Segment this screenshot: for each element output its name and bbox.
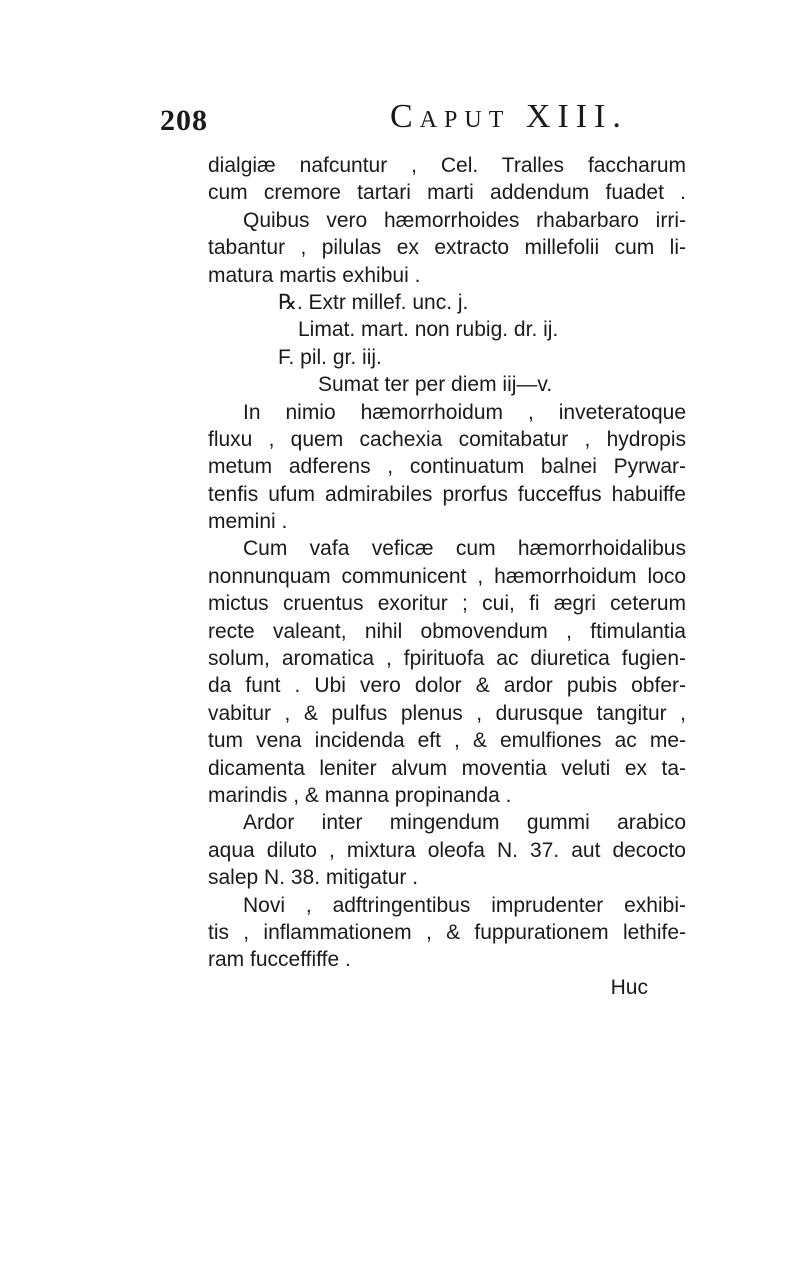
- text-line: solum, aromatica , fpirituofa ac diuretica fugien-: [208, 647, 686, 671]
- text-line: marindis , & manna propinanda .: [208, 783, 512, 807]
- text-line: tum vena incidenda eft , & emulfiones ac me-: [208, 729, 686, 753]
- text-line: Cum vafa veficæ cum hæmorrhoidalibus: [243, 537, 686, 561]
- text-line: aqua diluto , mixtura oleofa N. 37. aut decocto: [208, 838, 686, 862]
- text-line: tabantur , pilulas ex extracto millefolii cum li-: [208, 236, 686, 260]
- text-line: Novi , adftringentibus imprudenter exhibi-: [243, 893, 686, 917]
- page-header: [130, 98, 690, 142]
- text-line: tenfis ufum admirabiles prorfus fucceffus habuiffe: [208, 482, 686, 506]
- text-line: nonnunquam communicent , hæmorrhoidum loco: [208, 564, 686, 588]
- recipe-line: Limat. mart. non rubig. dr. ij.: [298, 318, 559, 342]
- text-line: tis , inflammationem , & fuppurationem lethife-: [208, 920, 686, 944]
- recipe-line: F. pil. gr. iij.: [278, 345, 382, 369]
- text-line: metum adferens , continuatum balnei Pyrwar-: [208, 455, 686, 479]
- text-line: Quibus vero hæmorrhoides rhabarbaro irri-: [243, 208, 686, 232]
- body-text: [208, 152, 686, 1001]
- text-line: mictus cruentus exoritur ; cui, fi ægri ceterum: [208, 592, 686, 616]
- recipe-line: ℞. Extr millef. unc. j.: [278, 290, 469, 314]
- text-line: vabitur , & pulfus plenus , durusque tangitur ,: [208, 701, 686, 725]
- running-head: Caput XIII.: [390, 98, 628, 135]
- text-line: salep N. 38. mitigatur .: [208, 866, 419, 890]
- text-line: ram fucceffiffe .: [208, 948, 351, 972]
- text-line: recte valeant, nihil obmovendum , ftimulantia: [208, 619, 686, 643]
- text-line: Ardor inter mingendum gummi arabico: [243, 811, 686, 835]
- text-line: da funt . Ubi vero dolor & ardor pubis obfer-: [208, 674, 686, 698]
- recipe-line: Sumat ter per diem iij—v.: [318, 373, 553, 397]
- text-line: fluxu , quem cachexia comitabatur , hydropis: [208, 427, 686, 451]
- text-line: In nimio hæmorrhoidum , inveteratoque: [243, 400, 686, 424]
- text-line: dicamenta leniter alvum moventia veluti ex ta-: [208, 756, 686, 780]
- catchword: Huc: [610, 975, 648, 999]
- text-line: cum cremore tartari marti addendum fuadet .: [208, 181, 686, 205]
- text-line: memini .: [208, 510, 288, 534]
- text-line: dialgiæ nafcuntur , Cel. Tralles faccharum: [208, 154, 686, 177]
- page-number: 208: [160, 104, 208, 137]
- text-line: matura martis exhibui .: [208, 263, 421, 287]
